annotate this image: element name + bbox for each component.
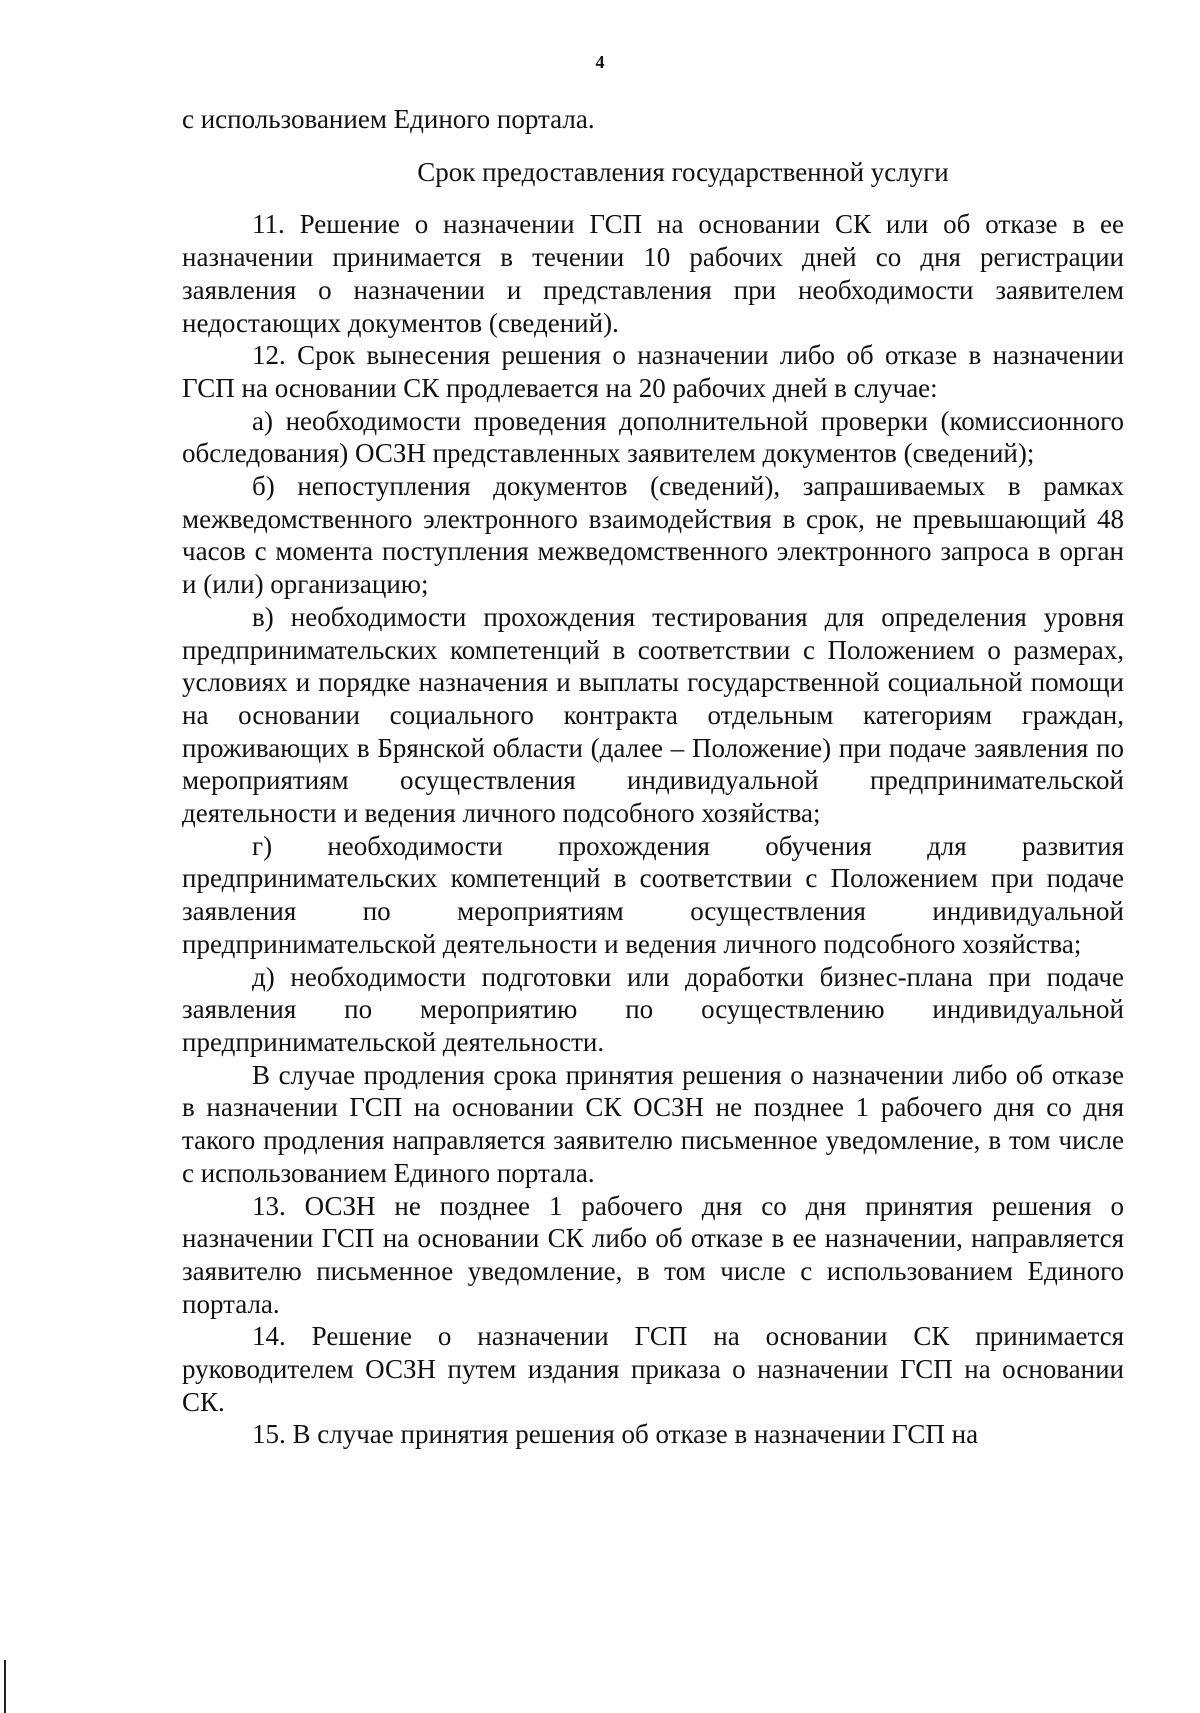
paragraph-12-extension-notice: В случае продления срока принятия решения о назначении либо об отказе в назначении ГСП на основании СК ОСЗН не позднее 1 рабочего дня со дня такого продления направляется заявителю письменное уведомление, в том числе с использованием Единого портала. bbox=[182, 1059, 1124, 1188]
scan-edge-mark bbox=[4, 1660, 6, 1713]
document-body bbox=[182, 103, 1124, 1451]
paragraph-11: 11. Решение о назначении ГСП на основании СК или об отказе в ее назначении принимается в течении 10 рабочих дней со дня регистрации заявления о назначении и представления при необходимости заявителем недостающих документов (сведений). bbox=[182, 209, 1124, 338]
page-number: 4 bbox=[595, 52, 605, 72]
paragraph-12-v: в) необходимости прохождения тестирования для определения уровня предпринимательских компетенций в соответствии с Положением о размерах, условиях и порядке назначения и выплаты государственной социальной помощи на основании социального контракта отдельным категориям граждан, проживающих в Брянской области (далее – Положение) при подаче заявления по мероприятиям осуществления индивидуальной предпринимательской деятельности и ведения личного подсобного хозяйства; bbox=[182, 601, 1124, 829]
paragraph-12: 12. Срок вынесения решения о назначении либо об отказе в назначении ГСП на основании СК продлевается на 20 рабочих дней в случае: bbox=[182, 340, 1124, 403]
paragraph-12-a: а) необходимости проведения дополнительной проверки (комиссионного обследования) ОСЗН представленных заявителем документов (сведений); bbox=[182, 405, 1124, 469]
paragraph-14: 14. Решение о назначении ГСП на основании СК принимается руководителем ОСЗН путем издания приказа о назначении ГСП на основании СК. bbox=[182, 1321, 1124, 1417]
paragraph-15: 15. В случае принятия решения об отказе в назначении ГСП на bbox=[252, 1419, 979, 1450]
paragraph-12-b: б) непоступления документов (сведений), запрашиваемых в рамках межведомственного электронного взаимодействия в срок, не превышающий 48 часов с момента поступления межведомственного электронного запроса в орган и (или) организацию; bbox=[182, 471, 1124, 600]
paragraph-13: 13. ОСЗН не позднее 1 рабочего дня со дня принятия решения о назначении ГСП на основании СК либо об отказе в ее назначении, направляется заявителю письменное уведомление, в том числе с использованием Единого портала. bbox=[182, 1190, 1124, 1319]
paragraph-12-g: г) необходимости прохождения обучения для развития предпринимательских компетенций в соответствии с Положением при подаче заявления по мероприятиям осуществления индивидуальной предпринимательской деятельности и ведения личного подсобного хозяйства; bbox=[182, 830, 1124, 959]
paragraph-continuation: с использованием Единого портала. bbox=[182, 104, 595, 134]
section-heading: Срок предоставления государственной услуги bbox=[417, 156, 949, 187]
paragraph-12-d: д) необходимости подготовки или доработки бизнес-плана при подаче заявления по мероприятию по осуществлению индивидуальной предпринимательской деятельности. bbox=[182, 961, 1124, 1057]
